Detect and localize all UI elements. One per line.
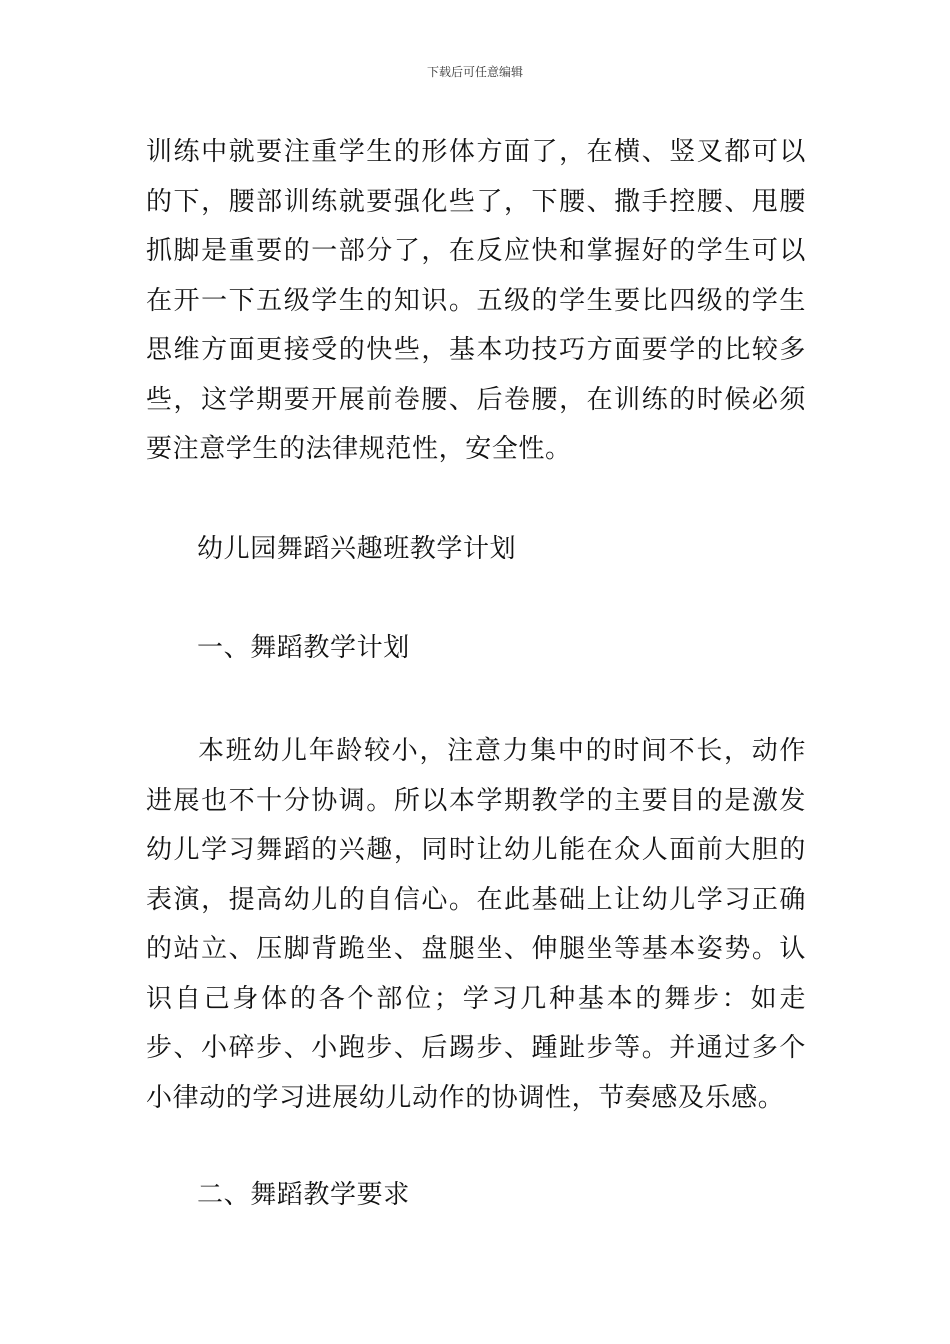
section2-heading: 二、舞蹈教学要求 (197, 1180, 410, 1210)
section1-body: 本班幼儿年龄较小，注意力集中的时间不长，动作进展也不十分协调。所以本学期教学的主要目的是激发幼儿学习舞蹈的兴趣，同时让幼儿能在众人面前大胆的表演，提高幼儿的自信心。在此基础上让幼儿学习正确的站立、压脚背跪坐、盘腿坐、伸腿坐等基本姿势。认识自己身体的各个部位；学习几种基本的舞步：如走步、小碎步、小跑步、后踢步、踵趾步等。并通过多个小律动的学习进展幼儿动作的协调性，节奏感及乐感。 (146, 736, 806, 1113)
document-title: 幼儿园舞蹈兴趣班教学计划 (197, 534, 517, 564)
section1-heading: 一、舞蹈教学计划 (197, 633, 410, 663)
header-note: 下载后可任意编辑 (426, 65, 523, 79)
continued-paragraph: 训练中就要注重学生的形体方面了，在横、竖叉都可以的下，腰部训练就要强化些了，下腰、撒手控腰、甩腰抓脚是重要的一部分了，在反应快和掌握好的学生可以在开一下五级学生的知识。五级的学生要比四级的学生思维方面更接受的快些，基本功技巧方面要学的比较多些，这学期要开展前卷腰、后卷腰，在训练的时候必须要注意学生的法律规范性，安全性。 (146, 137, 806, 464)
